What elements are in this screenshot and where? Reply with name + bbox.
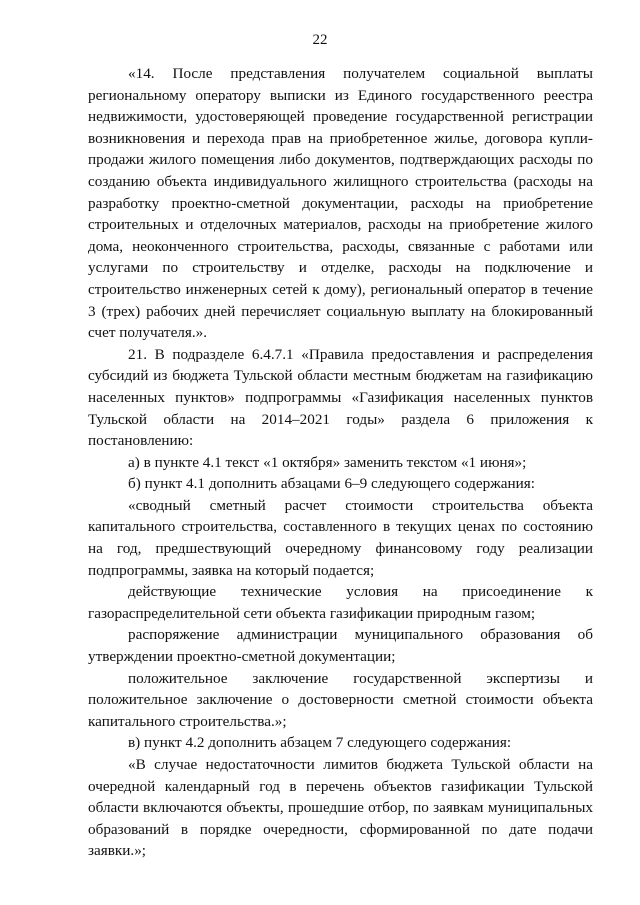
paragraph-quote-technical-conditions: действующие технические условия на присоединение к газораспределительной сети объекта газификации природным газом; bbox=[88, 583, 593, 622]
paragraph-subitem-a: а) в пункте 4.1 текст «1 октября» заменить текстом «1 июня»; bbox=[128, 453, 527, 471]
paragraph-quote-summary-estimate: «сводный сметный расчет стоимости строительства объекта капитального строительства, составленного в текущих ценах по состоянию на год, предшествующий очередному финансовому году реализации подпрограммы, заявка на который подается; bbox=[88, 496, 593, 579]
paragraph-quote-administration-order: распоряжение администрации муниципального образования об утверждении проектно-сметной документации; bbox=[88, 626, 593, 666]
paragraph-subitem-b: б) пункт 4.1 дополнить абзацами 6–9 следующего содержания: bbox=[128, 475, 535, 493]
paragraph-item-21: 21. В подразделе 6.4.7.1 «Правила предоставления и распределения субсидий из бюджета Тульской области местным бюджетам на газификацию населенных пунктов» подпрограммы «Газификация населенных пунктов Тульской области на 2014–2021 годы» раздела 6 приложения к постановлению: bbox=[88, 345, 593, 450]
paragraph-quote-budget-limits: «В случае недостаточности лимитов бюджета Тульской области на очередной календарный год в перечень объектов газификации Тульской области включаются объекты, прошедшие отбор, по заявкам муниципальных образований в порядке очередности, сформированной по дате подачи заявки.»; bbox=[88, 756, 593, 860]
paragraph-subitem-v: в) пункт 4.2 дополнить абзацем 7 следующего содержания: bbox=[128, 734, 512, 752]
paragraph-quote-positive-conclusion: положительное заключение государственной экспертизы и положительное заключение о достоверности сметной стоимости объекта капитального строительства.»; bbox=[88, 669, 593, 730]
document-body bbox=[88, 63, 593, 862]
page-number: 22 bbox=[312, 32, 328, 48]
paragraph-item-14: «14. После представления получателем социальной выплаты региональному оператору выписки из Единого государственного реестра недвижимости, удостоверяющей проведение государственной регистрации возникновения и перехода прав на приобретенное жилье, договора купли-продажи жилого помещения либо документов, подтверждающих расходы по созданию объекта индивидуального жилищного строительства (расходы на разработку проектно-сметной документации, расходы на приобретение строительных и отделочных материалов, расходы на приобретение жилого дома, неоконченного строительства, расходы, связанные с работами или услугами по строительству и отделке, расходы на подключение и строительство инженерных сетей к дому), региональный оператор в течение 3 (трех) рабочих дней перечисляет социальную выплату на блокированный счет получателя.». bbox=[88, 65, 593, 342]
